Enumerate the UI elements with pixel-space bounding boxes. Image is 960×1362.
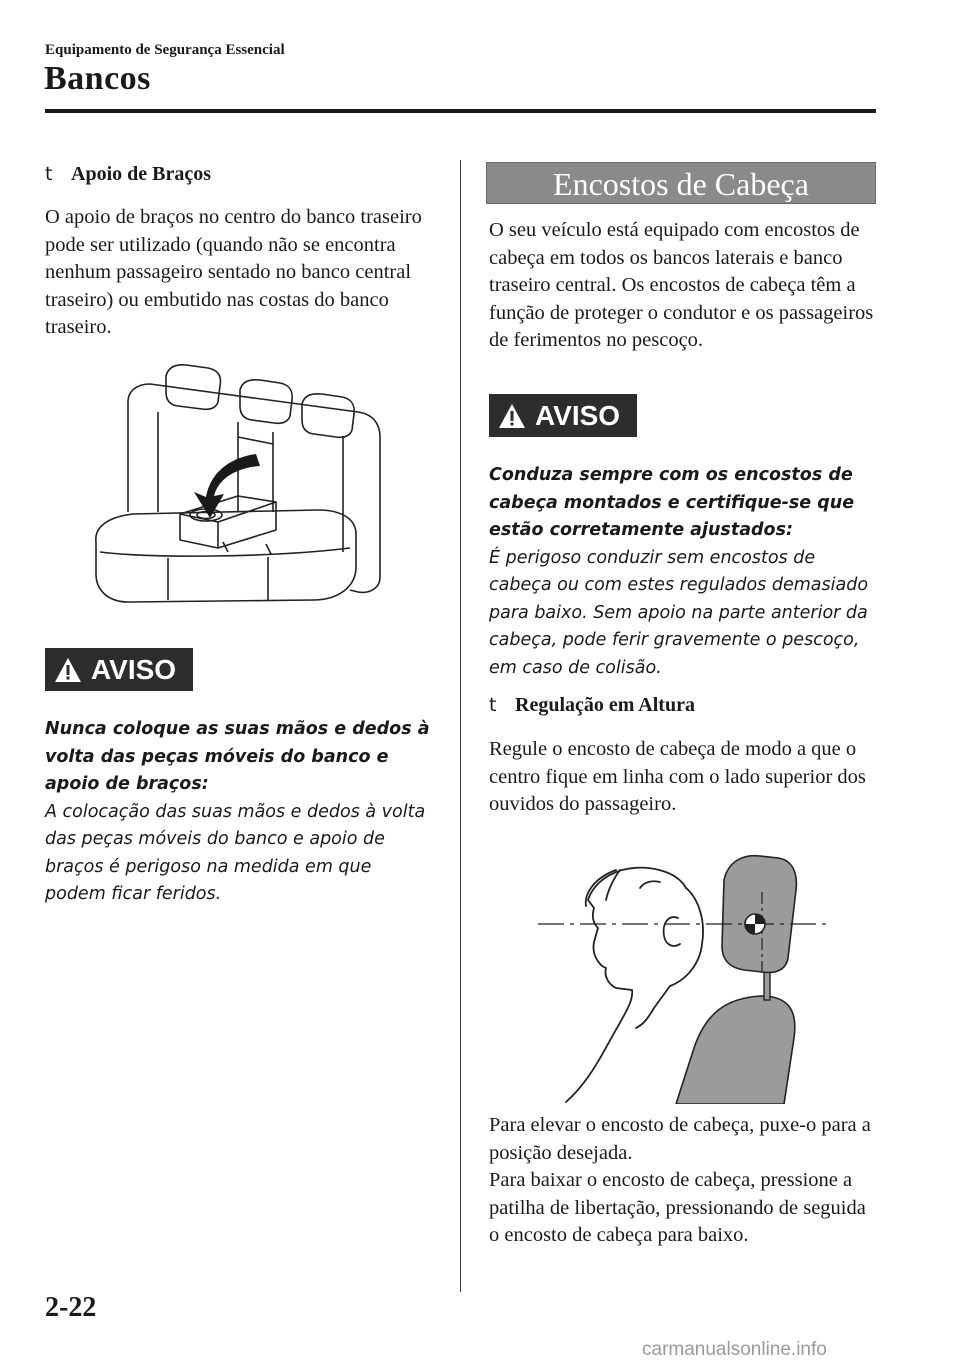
lower-text: Para baixar o encosto de cabeça, pressione a patilha de libertação, pressionando de seguida o encosto de cabeça para baixo. <box>489 1169 866 1246</box>
warning-text: É perigoso conduzir sem encostos de cabeça ou com estes regulados demasiado para baixo. Sem apoio na parte anterior da cabeça, pode ferir gravemente o pescoço, em caso de colisão. <box>489 547 869 678</box>
watermark: carmanualsonline.info <box>642 1339 827 1360</box>
header-rule <box>45 109 876 113</box>
height-heading <box>489 694 695 717</box>
headrest-intro: O seu veículo está equipado com encostos de cabeça em todos os bancos laterais e banco traseiro central. Os encostos de cabeça têm a função de proteger o condutor e os passageiros de ferimentos no pescoço. <box>489 219 874 351</box>
warning-bold-text: Conduza sempre com os encostos de cabeça montados e certifique-se que estão corretamente ajustados: <box>489 465 855 540</box>
armrest-heading-text: Apoio de Braços <box>71 163 211 185</box>
warning-triangle-icon <box>53 656 83 684</box>
height-body: Regule o encosto de cabeça de modo a que o centro fique em linha com o lado superior dos ouvidos do passageiro. <box>489 738 866 815</box>
warning-text: A colocação das suas mãos e dedos à volta das peças móveis do banco e apoio de braços é perigoso na medida em que podem ficar feridos. <box>45 801 426 904</box>
height-heading-text: Regulação em Altura <box>515 694 695 716</box>
section-bullet: t <box>489 694 497 716</box>
raise-text: Para elevar o encosto de cabeça, puxe-o para a posição desejada. <box>489 1114 871 1164</box>
section-bullet: t <box>45 163 53 185</box>
warning-bold-text: Nunca coloque as suas mãos e dedos à volta das peças móveis do banco e apoio de braços: <box>45 719 430 794</box>
rear-seat-armrest-illustration <box>88 362 398 614</box>
aviso-badge: AVISO <box>489 394 637 437</box>
adjust-instructions <box>489 1112 881 1250</box>
headrest-height-illustration <box>536 848 832 1104</box>
chapter-label: Equipamento de Segurança Essencial <box>45 42 285 58</box>
aviso-badge: AVISO <box>45 648 193 691</box>
armrest-warning <box>45 716 435 909</box>
armrest-heading <box>45 163 211 186</box>
column-divider <box>460 160 461 1292</box>
warning-triangle-icon <box>497 402 527 430</box>
headrest-warning <box>489 462 881 682</box>
section-banner: Encostos de Cabeça <box>486 162 876 204</box>
page-title: Bancos <box>44 60 151 97</box>
armrest-body: O apoio de braços no centro do banco traseiro pode ser utilizado (quando não se encontra nenhum passageiro sentado no banco central traseiro) ou embutido nas costas do banco traseiro. <box>45 206 422 338</box>
page-number: 2-22 <box>45 1292 97 1323</box>
